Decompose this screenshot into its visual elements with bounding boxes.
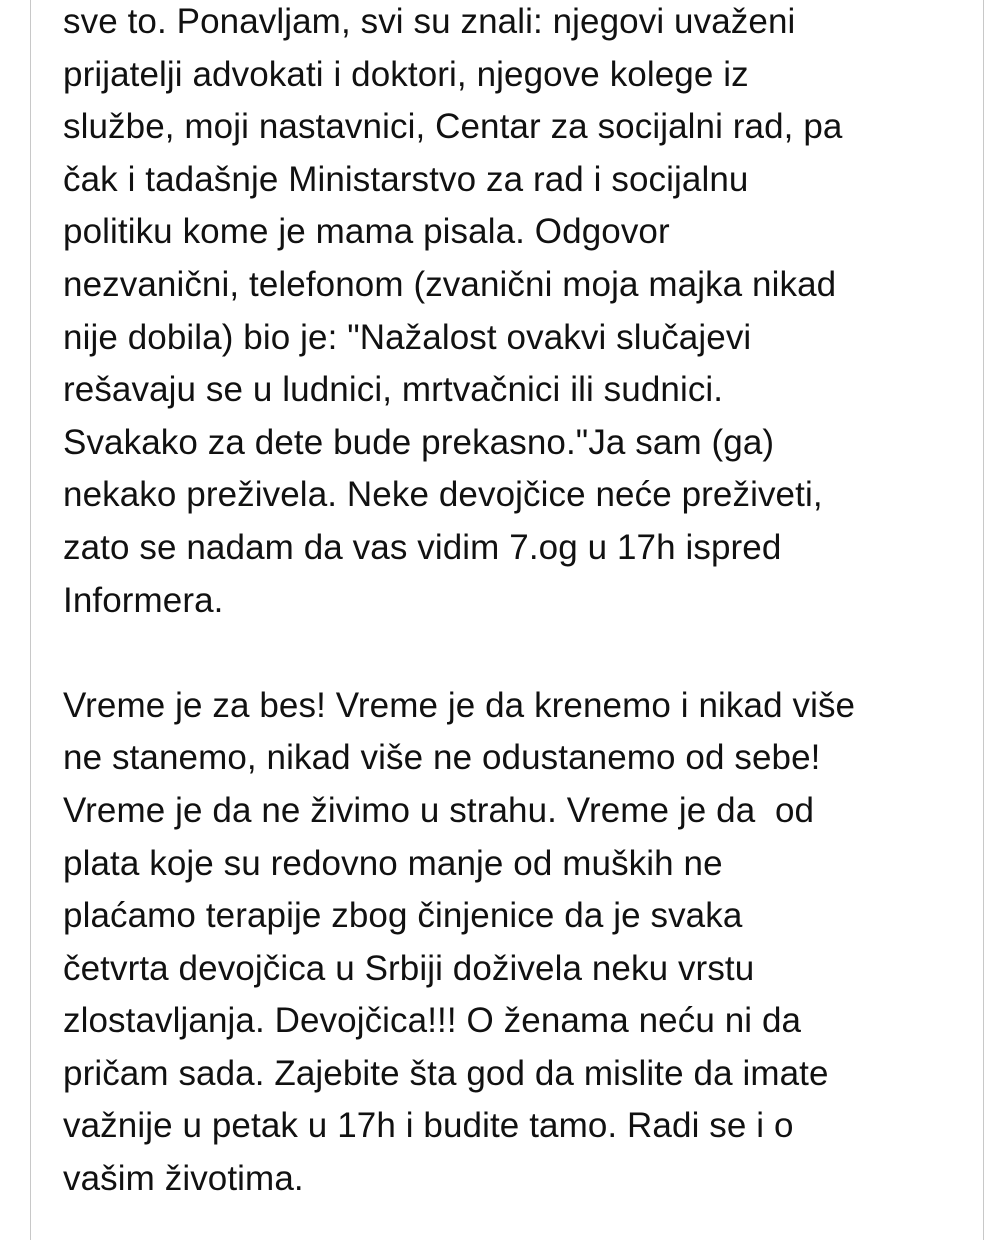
post-text-line: Informera. bbox=[63, 580, 224, 620]
paragraph-spacer bbox=[63, 627, 963, 680]
post-text-line: nije dobila) bio je: "Nažalost ovakvi slučajevi bbox=[63, 317, 752, 357]
post-text-line: pričam sada. Zajebite šta god da mislite da imate bbox=[63, 1053, 829, 1093]
post-text-line: zlostavljanja. Devojčica!!! O ženama neću ni da bbox=[63, 1001, 802, 1041]
post-text-line: Svakako za dete bude prekasno."Ja sam (ga) bbox=[63, 422, 775, 462]
post-text-line: nezvanični, telefonom (zvanični moja majka nikad bbox=[63, 264, 837, 304]
post-text-line: rešavaju se u ludnici, mrtvačnici ili sudnici. bbox=[63, 370, 724, 410]
post-text-line: službe, moji nastavnici, Centar za socijalni rad, pa bbox=[63, 107, 843, 147]
post-text-line: ne stanemo, nikad više ne odustanemo od sebe! bbox=[63, 738, 821, 778]
post-text-line: politiku kome je mama pisala. Odgovor bbox=[63, 212, 670, 252]
post-text-line: nekako preživela. Neke devojčice neće preživeti, bbox=[63, 475, 823, 515]
post-text-line: sve to. Ponavljam, svi su znali: njegovi uvaženi bbox=[63, 2, 796, 41]
post-text-line: Vreme je za bes! Vreme je da krenemo i nikad više bbox=[63, 685, 856, 725]
post-text-line: prijatelji advokati i doktori, njegove kolege iz bbox=[63, 54, 749, 94]
post-text-line: plata koje su redovno manje od muških ne bbox=[63, 843, 723, 883]
post-text-line: četvrta devojčica u Srbiji doživela neku vrstu bbox=[63, 948, 755, 988]
post-text-line: plaćamo terapije zbog činjenice da je svaka bbox=[63, 896, 743, 936]
post-body-text bbox=[63, 0, 963, 1206]
post-card bbox=[30, 0, 984, 1240]
post-text-line: čak i tadašnje Ministarstvo za rad i socijalnu bbox=[63, 159, 749, 199]
post-text-line: zato se nadam da vas vidim 7.og u 17h ispred bbox=[63, 527, 782, 567]
post-text-line: vašim životima. bbox=[63, 1159, 304, 1199]
post-text-line: Vreme je da ne živimo u strahu. Vreme je da od bbox=[63, 790, 815, 830]
post-text-line: važnije u petak u 17h i budite tamo. Radi se i o bbox=[63, 1106, 794, 1146]
